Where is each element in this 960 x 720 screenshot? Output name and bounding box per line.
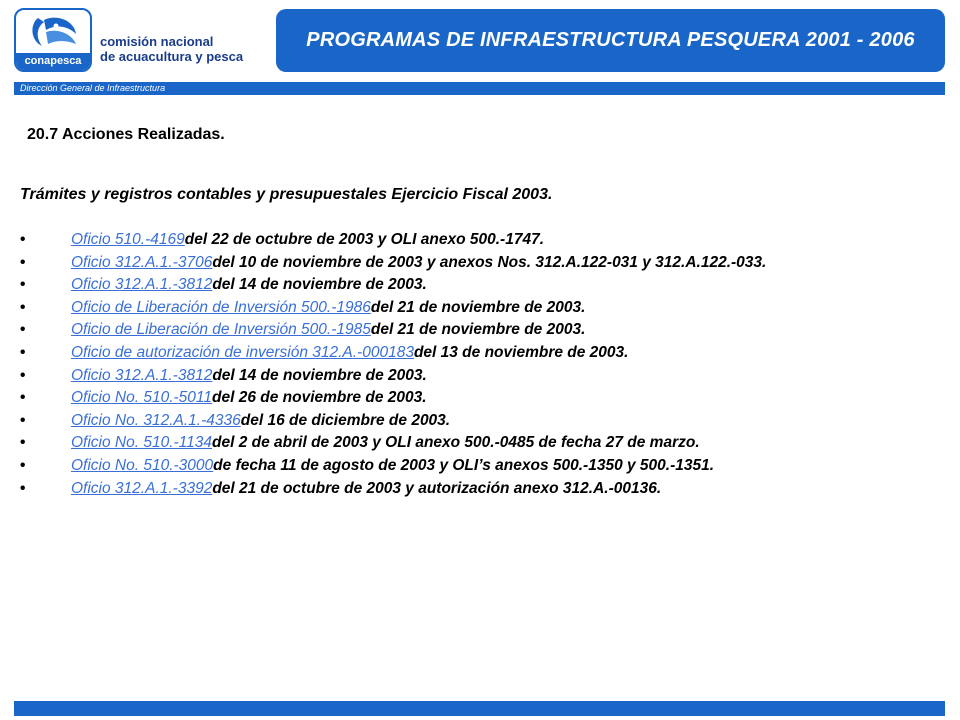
item-text: del 21 de noviembre de 2003.: [370, 298, 586, 316]
item-text: del 16 de diciembre de 2003.: [240, 411, 451, 429]
list-item: [20, 478, 940, 501]
document-link[interactable]: Oficio de autorización de inversión 312.A.-000183: [71, 343, 414, 361]
document-link[interactable]: Oficio de Liberación de Inversión 500.-1985: [71, 321, 371, 339]
document-list: [20, 229, 940, 500]
page-title-banner: [276, 9, 945, 72]
bullet-icon: •: [20, 253, 26, 271]
item-text: del 2 de abril de 2003 y OLI anexo 500.-0485 de fecha 27 de marzo.: [212, 434, 700, 452]
list-item: [20, 342, 940, 365]
list-item: [20, 274, 940, 297]
bullet-icon: •: [20, 231, 26, 248]
bullet-icon: •: [20, 411, 26, 429]
item-text: del 14 de noviembre de 2003.: [212, 276, 427, 294]
bullet-icon: •: [20, 343, 26, 361]
document-link[interactable]: Oficio 312.A.1.-3812: [71, 366, 213, 384]
item-text: del 22 de octubre de 2003 y OLI anexo 500.-1747.: [184, 231, 545, 248]
bullet-icon: •: [20, 298, 26, 316]
org-name-line2: de acuacultura y pesca: [100, 49, 244, 64]
list-item: [20, 297, 940, 320]
bullet-icon: •: [20, 321, 26, 339]
bullet-icon: •: [20, 479, 26, 497]
list-item: [20, 229, 940, 252]
document-link[interactable]: Oficio 312.A.1.-3812: [71, 276, 213, 294]
item-text: del 21 de noviembre de 2003.: [370, 321, 586, 339]
organization-name: [100, 34, 243, 64]
bullet-icon: •: [20, 389, 26, 407]
item-text: del 26 de noviembre de 2003.: [212, 389, 427, 407]
bullet-icon: •: [20, 434, 26, 452]
conapesca-logo: [14, 8, 92, 72]
document-link[interactable]: Oficio 510.-4169: [71, 231, 185, 248]
item-text: de fecha 11 de agosto de 2003 y OLI’s anexos 500.-1350 y 500.-1351.: [213, 456, 715, 474]
footer-bar: [14, 701, 945, 716]
list-item: [20, 319, 940, 342]
document-link[interactable]: Oficio No. 312.A.1.-4336: [71, 411, 241, 429]
subtitle: Trámites y registros contables y presupuestales Ejercicio Fiscal 2003.: [20, 186, 553, 203]
document-link[interactable]: Oficio de Liberación de Inversión 500.-1986: [71, 298, 371, 316]
list-item: [20, 455, 940, 478]
list-item: [20, 432, 940, 455]
bullet-icon: •: [20, 456, 26, 474]
document-link[interactable]: Oficio No. 510.-5011: [71, 389, 213, 407]
document-link[interactable]: Oficio 312.A.1.-3392: [71, 479, 213, 497]
document-link[interactable]: Oficio No. 510.-1134: [71, 434, 213, 452]
document-link[interactable]: Oficio 312.A.1.-3706: [71, 253, 213, 271]
department-label: Dirección General de Infraestructura: [20, 83, 166, 93]
list-item: [20, 387, 940, 410]
org-name-line1: comisión nacional: [100, 34, 214, 49]
section-heading: 20.7 Acciones Realizadas.: [27, 126, 225, 143]
fish-logo-icon: [16, 10, 90, 54]
bullet-icon: •: [20, 276, 26, 294]
bullet-icon: •: [20, 366, 26, 384]
logo-wordmark: conapesca: [16, 53, 90, 70]
item-text: del 14 de noviembre de 2003.: [212, 366, 427, 384]
page-title: PROGRAMAS DE INFRAESTRUCTURA PESQUERA 2001 - 2006: [306, 29, 915, 51]
item-text: del 21 de octubre de 2003 y autorización anexo 312.A.-00136.: [212, 479, 662, 497]
department-bar: [14, 82, 945, 95]
list-item: [20, 365, 940, 388]
item-text: del 13 de noviembre de 2003.: [413, 343, 629, 361]
document-link[interactable]: Oficio No. 510.-3000: [71, 456, 214, 474]
list-item: [20, 252, 940, 275]
item-text: del 10 de noviembre de 2003 y anexos Nos. 312.A.122-031 y 312.A.122.-033.: [212, 253, 767, 271]
list-item: [20, 410, 940, 433]
